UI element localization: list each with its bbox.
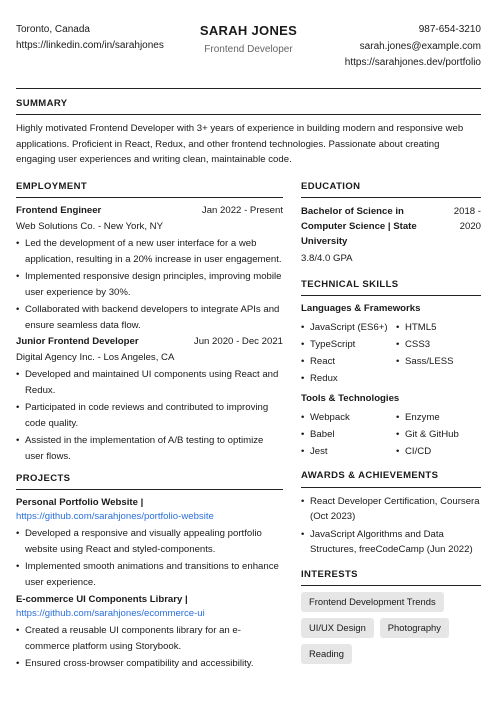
phone-text: 987-654-3210 — [418, 24, 481, 35]
bullet-item: • Implemented smooth animations and transitions to enhance user experience. — [16, 559, 283, 590]
skill-item: • Git & GitHub — [396, 427, 481, 442]
skill-group — [301, 302, 481, 386]
interest-tag: Photography — [380, 618, 449, 638]
left-column — [16, 180, 283, 675]
skill-item: • Redux — [301, 371, 396, 386]
job-title: Junior Frontend Developer — [16, 336, 139, 348]
two-column-body — [16, 180, 481, 675]
employment-section — [16, 180, 283, 464]
job-entry — [16, 335, 283, 464]
interest-tags — [301, 592, 481, 664]
linkedin-link[interactable]: https://linkedin.com/in/sarahjones — [16, 40, 164, 51]
job-entry — [16, 204, 283, 333]
skill-grid — [301, 320, 481, 386]
job-dates: Jun 2020 - Dec 2021 — [193, 336, 283, 348]
skill-grid — [301, 410, 481, 459]
location-text: Toronto, Canada — [16, 24, 90, 35]
skill-item: • CSS3 — [396, 337, 481, 352]
job-organization: Digital Agency Inc. - Los Angeles, CA — [16, 352, 175, 364]
job-title: Frontend Engineer — [16, 205, 102, 217]
skill-item: • React — [301, 354, 396, 369]
skill-groups — [301, 302, 481, 459]
header-divider — [16, 88, 481, 89]
project-bullets — [16, 623, 283, 672]
bullet-item: • Led the development of a new user interface for a web application, resulting in a 20% increase in user engagement. — [16, 236, 283, 267]
projects-section — [16, 472, 283, 672]
section-title: EMPLOYMENT — [16, 180, 283, 198]
bullet-item: • Ensured cross-browser compatibility and accessibility. — [16, 656, 283, 672]
job-list — [16, 204, 283, 464]
resume-header — [16, 22, 481, 78]
section-title: AWARDS & ACHIEVEMENTS — [301, 469, 481, 487]
award-item: • React Developer Certification, Coursera (Oct 2023) — [301, 494, 481, 525]
summary-text: Highly motivated Frontend Developer with 3+ years of experience in building modern and responsive web applications. Proficient in React, Redux, and other frontend technologies. Passionate about creating engaging user experiences and writing clean, maintainable code. — [16, 123, 464, 166]
bullet-item: • Assisted in the implementation of A/B testing to optimize user flows. — [16, 433, 283, 464]
bullet-item: • Developed a responsive and visually appealing portfolio website using React and styled-components. — [16, 526, 283, 557]
skill-group-title: Languages & Frameworks — [301, 303, 421, 315]
skill-item: • HTML5 — [396, 320, 481, 335]
section-title: TECHNICAL SKILLS — [301, 278, 481, 296]
section-title: INTERESTS — [301, 568, 481, 586]
skills-section — [301, 278, 481, 459]
section-title: PROJECTS — [16, 472, 283, 490]
project-link[interactable]: https://github.com/sarahjones/portfolio-website — [16, 511, 214, 523]
job-bullets — [16, 236, 283, 333]
project-title: Personal Portfolio Website | — [16, 497, 144, 509]
right-column — [301, 180, 481, 675]
email-link[interactable]: sarah.jones@example.com — [359, 40, 481, 52]
skill-item: • Enzyme — [396, 410, 481, 425]
education-section — [301, 180, 481, 266]
bullet-item: • Participated in code reviews and contributed to improving code quality. — [16, 400, 283, 431]
project-title: E-commerce UI Components Library | — [16, 594, 188, 606]
gpa-text: 3.8/4.0 GPA — [301, 253, 353, 265]
project-entry — [16, 496, 283, 590]
job-header — [16, 335, 283, 349]
section-title: EDUCATION — [301, 180, 481, 198]
project-bullets — [16, 526, 283, 590]
interest-tag: UI/UX Design — [301, 618, 374, 638]
degree-text: Bachelor of Science in Computer Science | State University — [301, 206, 417, 248]
job-organization: Web Solutions Co. - New York, NY — [16, 221, 163, 233]
skill-item: • Jest — [301, 444, 396, 459]
job-dates: Jan 2022 - Present — [201, 205, 283, 217]
candidate-role: Frontend Developer — [204, 44, 293, 55]
project-entry — [16, 593, 283, 672]
interest-tag: Frontend Development Trends — [301, 592, 444, 612]
skill-item: • JavaScript (ES6+) — [301, 320, 396, 335]
awards-section — [301, 469, 481, 557]
skill-item: • TypeScript — [301, 337, 396, 352]
summary-section — [16, 97, 481, 168]
skill-item: • Webpack — [301, 410, 396, 425]
education-dates: 2018 - 2020 — [453, 206, 481, 233]
award-list — [301, 494, 481, 558]
skill-group-title: Tools & Technologies — [301, 393, 400, 405]
portfolio-link[interactable]: https://sarahjones.dev/portfolio — [344, 57, 481, 68]
project-list — [16, 496, 283, 672]
project-link[interactable]: https://github.com/sarahjones/ecommerce-ui — [16, 608, 205, 620]
section-title: SUMMARY — [16, 97, 481, 115]
bullet-item: • Created a reusable UI components library for an e-commerce platform using Storybook. — [16, 623, 283, 654]
bullet-item: • Developed and maintained UI components using React and Redux. — [16, 367, 283, 398]
job-bullets — [16, 367, 283, 464]
skill-item: • Babel — [301, 427, 396, 442]
bullet-item: • Collaborated with backend developers to integrate APIs and ensure seamless data flow. — [16, 302, 283, 333]
job-header — [16, 204, 283, 218]
skill-item: • Sass/LESS — [396, 354, 481, 369]
award-item: • JavaScript Algorithms and Data Structures, freeCodeCamp (Jun 2022) — [301, 527, 481, 558]
header-right — [345, 22, 481, 72]
skill-item: • CI/CD — [396, 444, 481, 459]
interest-tag: Reading — [301, 644, 352, 664]
interests-section — [301, 568, 481, 664]
bullet-item: • Implemented responsive design principles, improving mobile user experience by 30%. — [16, 269, 283, 300]
candidate-name: SARAH JONES — [199, 23, 298, 38]
education-row — [301, 204, 481, 249]
skill-group — [301, 392, 481, 459]
